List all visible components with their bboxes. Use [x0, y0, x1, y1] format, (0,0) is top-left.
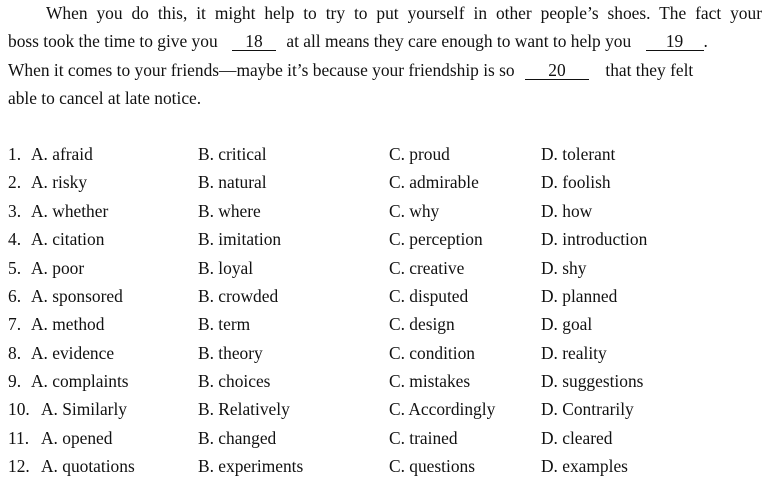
option-c: C. creative	[389, 258, 465, 278]
option-a: A. opened	[41, 428, 113, 448]
question-number: 5.	[8, 258, 22, 278]
option-b: B. term	[198, 314, 251, 334]
question-number: 9.	[8, 371, 22, 391]
question-number: 8.	[8, 343, 22, 363]
option-a: A. whether	[31, 201, 109, 221]
option-c: C. disputed	[389, 286, 469, 306]
question-row-7	[8, 312, 768, 336]
question-number: 4.	[8, 229, 22, 249]
question-number: 1.	[8, 144, 22, 164]
option-b: B. natural	[198, 172, 267, 192]
answer-blank-18: 18	[232, 32, 276, 51]
question-row-12	[8, 454, 768, 478]
option-d: D. tolerant	[541, 144, 616, 164]
passage-text: that they felt	[605, 60, 694, 80]
option-d: D. Contrarily	[541, 399, 634, 419]
option-d: D. introduction	[541, 229, 648, 249]
passage-line-1	[46, 1, 762, 25]
option-d: D. foolish	[541, 172, 611, 192]
passage-text: boss took the time to give you	[8, 31, 218, 51]
option-a: A. method	[31, 314, 105, 334]
option-a: A. sponsored	[31, 286, 123, 306]
passage-text: .	[703, 31, 708, 51]
question-row-4	[8, 227, 768, 251]
passage-text: When it comes to your friends—maybe it’s because your friendship is so	[8, 60, 515, 80]
question-row-3	[8, 199, 768, 223]
passage-text: able to cancel at late notice.	[8, 88, 202, 108]
option-b: B. theory	[198, 343, 263, 363]
option-a: A. afraid	[31, 144, 93, 164]
option-c: C. admirable	[389, 172, 479, 192]
option-b: B. where	[198, 201, 261, 221]
option-a: A. complaints	[31, 371, 129, 391]
option-d: D. shy	[541, 258, 587, 278]
option-d: D. reality	[541, 343, 607, 363]
option-b: B. imitation	[198, 229, 282, 249]
option-a: A. poor	[31, 258, 85, 278]
answer-blank-19: 19	[646, 32, 704, 51]
option-b: B. choices	[198, 371, 271, 391]
question-number: 7.	[8, 314, 22, 334]
option-c: C. proud	[389, 144, 450, 164]
option-c: C. trained	[389, 428, 458, 448]
question-row-10	[8, 397, 768, 421]
question-row-9	[8, 369, 768, 393]
option-d: D. planned	[541, 286, 618, 306]
question-number: 10.	[8, 399, 30, 419]
option-b: B. critical	[198, 144, 267, 164]
answer-blank-20: 20	[525, 61, 589, 80]
question-number: 6.	[8, 286, 22, 306]
passage-line-4	[8, 86, 762, 110]
option-d: D. goal	[541, 314, 593, 334]
option-b: B. crowded	[198, 286, 279, 306]
passage-line-2	[8, 29, 762, 53]
question-number: 2.	[8, 172, 22, 192]
option-a: A. risky	[31, 172, 88, 192]
option-a: A. quotations	[41, 456, 135, 476]
option-d: D. how	[541, 201, 593, 221]
option-c: C. questions	[389, 456, 475, 476]
question-row-5	[8, 256, 768, 280]
option-b: B. loyal	[198, 258, 254, 278]
option-c: C. mistakes	[389, 371, 471, 391]
option-d: D. examples	[541, 456, 628, 476]
passage-line-3	[8, 58, 762, 82]
option-d: D. suggestions	[541, 371, 644, 391]
question-number: 11.	[8, 428, 30, 448]
passage-text: at all means they care enough to want to help you	[286, 31, 632, 51]
option-c: C. design	[389, 314, 455, 334]
option-b: B. experiments	[198, 456, 304, 476]
option-b: B. Relatively	[198, 399, 290, 419]
option-c: C. condition	[389, 343, 475, 363]
question-row-8	[8, 341, 768, 365]
question-row-2	[8, 170, 768, 194]
question-number: 3.	[8, 201, 22, 221]
option-a: A. Similarly	[41, 399, 127, 419]
option-c: C. why	[389, 201, 440, 221]
question-row-1	[8, 142, 768, 166]
option-c: C. perception	[389, 229, 483, 249]
question-row-11	[8, 426, 768, 450]
question-number: 12.	[8, 456, 30, 476]
option-a: A. evidence	[31, 343, 115, 363]
option-c: C. Accordingly	[389, 399, 496, 419]
option-b: B. changed	[198, 428, 277, 448]
option-a: A. citation	[31, 229, 105, 249]
passage-text: When you do this, it might help to try to put yourself in other people’s shoes. The fact your	[46, 3, 762, 23]
question-row-6	[8, 284, 768, 308]
option-d: D. cleared	[541, 428, 613, 448]
